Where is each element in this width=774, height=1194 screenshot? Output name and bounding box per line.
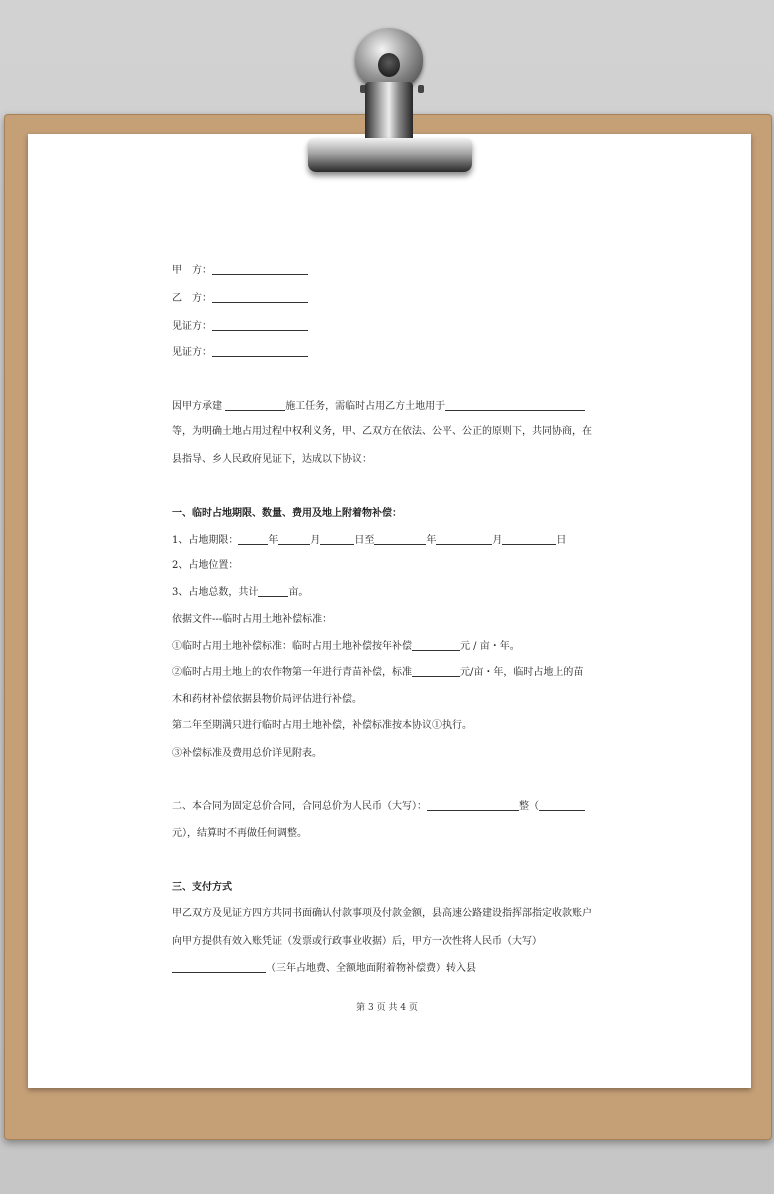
intro-line-1	[172, 398, 585, 415]
term-line	[172, 532, 566, 549]
section-3-line-2: 向甲方提供有效入账凭证（发票或行政事业收据）后，甲方一次性将人民币（大写）	[172, 936, 542, 947]
purpose-blank[interactable]	[445, 398, 585, 411]
area-label: 3、占地总数，共计	[172, 587, 259, 598]
binder-clip-icon	[308, 138, 472, 172]
section-2-text: 二、本合同为固定总价合同，合同总价为人民币（大写）：	[172, 801, 427, 812]
intro-text: 施工任务，需临时占用乙方土地用于	[285, 401, 446, 412]
intro-text: 因甲方承建	[172, 401, 222, 412]
standard-1-blank[interactable]	[412, 638, 460, 651]
witness-1-label: 见证方：	[172, 321, 212, 332]
project-blank[interactable]	[225, 398, 285, 411]
intro-line-2: 等，为明确土地占用过程中权利义务，甲、乙双方在依法、公平、公正的原则下，共同协商，在	[172, 426, 592, 437]
end-year-blank[interactable]	[374, 532, 426, 545]
term-label: 1、占地期限：	[172, 535, 239, 546]
clip-neck	[365, 82, 413, 142]
standard-1-unit: 元 / 亩・年。	[460, 641, 520, 652]
day-to-label: 日至	[354, 535, 375, 546]
area-unit: 亩。	[288, 587, 309, 598]
witness-1-line	[172, 318, 308, 335]
payment-words-blank[interactable]	[172, 960, 266, 973]
party-a-label: 甲 方：	[172, 265, 212, 276]
month-label: 月	[310, 535, 321, 546]
start-year-blank[interactable]	[238, 532, 268, 545]
standard-1-line	[172, 638, 520, 655]
party-b-blank[interactable]	[212, 290, 308, 303]
second-year-line: 第二年至期满只进行临时占用土地补偿，补偿标准按本协议①执行。	[172, 720, 472, 731]
party-b-line	[172, 290, 308, 307]
clip-hole	[378, 53, 400, 77]
standard-2-blank[interactable]	[412, 664, 460, 677]
section-2-text: 整（	[519, 801, 539, 812]
year-label: 年	[268, 535, 279, 546]
total-price-figure-blank[interactable]	[539, 798, 585, 811]
standard-2-line	[172, 664, 583, 681]
section-2-line-1	[172, 798, 585, 815]
page-number: 第 3 页 共 4 页	[356, 1003, 418, 1013]
witness-2-label: 见证方：	[172, 347, 212, 358]
section-2-line-2: 元），结算时不再做任何调整。	[172, 828, 307, 839]
end-day-blank[interactable]	[502, 532, 556, 545]
standard-2-text: ②临时占用土地上的农作物第一年进行青苗补偿，标准	[172, 667, 412, 678]
standard-2-unit: 元/亩・年，临时占地上的苗	[460, 667, 584, 678]
section-3-heading: 三、支付方式	[172, 882, 232, 893]
section-3-line-3	[172, 960, 476, 977]
section-3-text: （三年占地费、全额地面附着物补偿费）转入县	[266, 963, 476, 974]
start-day-blank[interactable]	[320, 532, 354, 545]
standard-2-continued: 木和药材补偿依据县物价局评估进行补偿。	[172, 694, 362, 705]
intro-line-3: 县指导、乡人民政府见证下，达成以下协议：	[172, 454, 372, 465]
day-label: 日	[556, 535, 567, 546]
section-1-heading: 一、临时占地期限、数量、费用及地上附着物补偿：	[172, 508, 402, 519]
month-label: 月	[492, 535, 503, 546]
witness-2-line	[172, 344, 308, 361]
area-blank[interactable]	[258, 584, 288, 597]
start-month-blank[interactable]	[278, 532, 310, 545]
party-a-line	[172, 262, 308, 279]
total-price-words-blank[interactable]	[427, 798, 519, 811]
year-label: 年	[426, 535, 437, 546]
basis-line: 依据文件---临时占用土地补偿标准：	[172, 614, 333, 625]
party-a-blank[interactable]	[212, 262, 308, 275]
standard-3-line: ③补偿标准及费用总价详见附表。	[172, 748, 322, 759]
witness-2-blank[interactable]	[212, 344, 308, 357]
area-line	[172, 584, 308, 601]
clip-pin	[418, 85, 424, 93]
standard-1-text: ①临时占用土地补偿标准：临时占用土地补偿按年补偿	[172, 641, 412, 652]
location-line: 2、占地位置：	[172, 560, 239, 571]
end-month-blank[interactable]	[436, 532, 492, 545]
witness-1-blank[interactable]	[212, 318, 308, 331]
party-b-label: 乙 方：	[172, 293, 212, 304]
section-3-line-1: 甲乙双方及见证方四方共同书面确认付款事项及付款金额，县高速公路建设指挥部指定收款账户	[172, 908, 592, 919]
